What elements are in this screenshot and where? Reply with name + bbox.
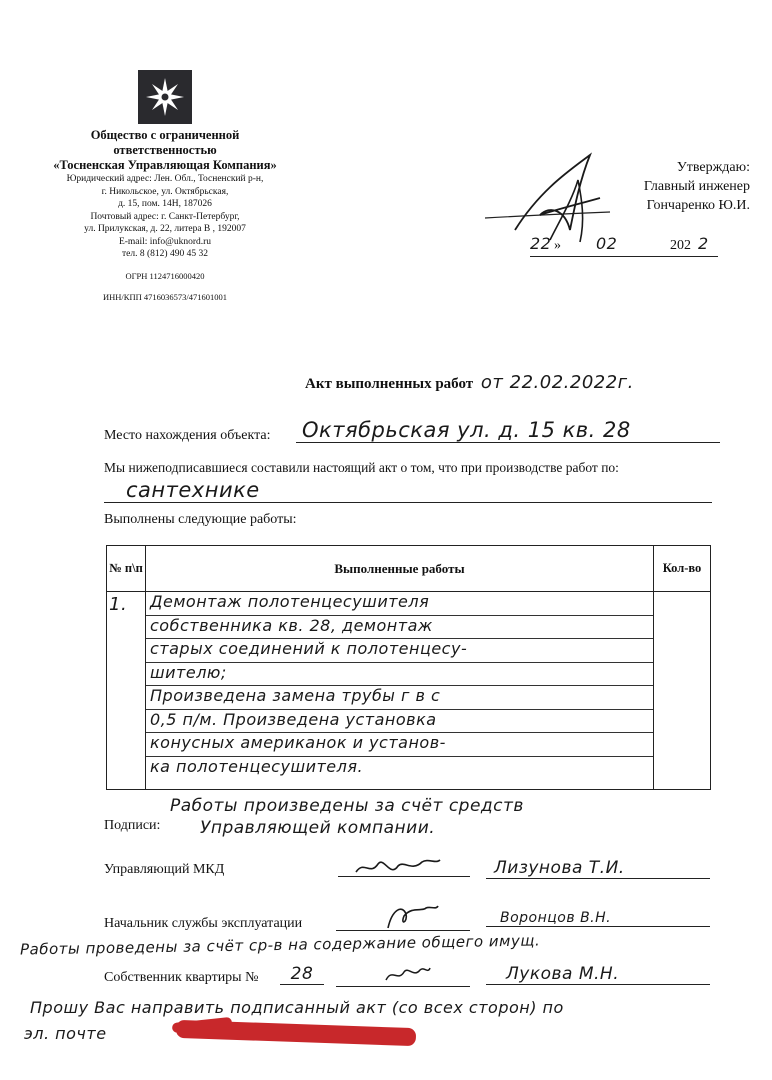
works-table <box>106 545 711 790</box>
request-line-2: эл. почте <box>24 1024 107 1043</box>
works-description-cell <box>146 592 654 790</box>
works-line-1: Демонтаж полотенцесушителя <box>146 592 653 616</box>
approver-position: Главный инженер <box>643 179 750 194</box>
funding-note-line-1: Работы произведены за счёт средств <box>170 796 524 816</box>
works-line-8: ка полотенцесушителя. <box>150 756 364 776</box>
quantity-cell <box>654 592 711 790</box>
org-ogrn: ОГРН 1124716000420 <box>125 270 205 281</box>
intro-text: Мы нижеподписавшиеся составили настоящий акт о том, что при производстве работ по: <box>104 460 619 475</box>
approver-name: Гончаренко Ю.И. <box>646 198 750 213</box>
mkd-signature <box>352 852 442 882</box>
chief-signature <box>382 900 442 934</box>
org-name-line-1: Общество с ограниченной <box>90 128 240 142</box>
organization-header <box>30 128 300 304</box>
approval-month: 02 <box>596 234 618 253</box>
act-title-row <box>305 372 634 393</box>
owner-label: Собственник квартиры № <box>104 970 259 985</box>
col-header-works: Выполненные работы <box>146 546 654 592</box>
works-line-4: шителю; <box>146 663 653 687</box>
org-phone: тел. 8 (812) 490 45 32 <box>122 249 208 259</box>
owner-signature-line <box>336 986 470 987</box>
chief-label: Начальник службы эксплуатации <box>104 916 303 931</box>
act-title: Акт выполненных работ <box>305 376 474 392</box>
works-line-5: Произведена замена трубы г в с <box>146 686 653 710</box>
legal-address-1: Юридический адрес: Лен. Обл., Тосненский р-н, <box>66 174 264 184</box>
chief-name: Воронцов В.Н. <box>486 910 710 927</box>
org-inn: ИНН/КПП 4716036573/471601001 <box>103 292 227 302</box>
col-header-number: № п\п <box>107 546 146 592</box>
approve-label: Утверждаю: <box>676 160 750 175</box>
works-done-label: Выполнены следующие работы: <box>104 512 297 527</box>
row-number-cell <box>107 592 146 790</box>
legal-address-3: д. 15, пом. 14Н, 187026 <box>118 199 212 209</box>
postal-address-1: Почтовый адрес: г. Санкт-Петербург, <box>90 211 240 222</box>
object-location-value: Октябрьская ул. д. 15 кв. 28 <box>296 418 720 443</box>
postal-address-2: ул. Прилукская, д. 22, литера В , 192007 <box>84 224 246 234</box>
owner-apartment: 28 <box>280 964 324 985</box>
org-name-line-2: ответственностью <box>113 143 217 157</box>
request-line-1: Прошу Вас направить подписанный акт (со всех сторон) по <box>30 998 564 1017</box>
object-location-label: Место нахождения объекта: <box>104 428 271 443</box>
approval-block <box>600 158 750 215</box>
row-number: 1. <box>109 594 128 615</box>
owner-name: Лукова М.Н. <box>486 964 710 985</box>
margin-note: Работы проведены за счёт ср-в на содержание общего имущ. <box>19 931 541 959</box>
legal-address-2: г. Никольское, ул. Октябрьская, <box>101 186 229 197</box>
funding-note-line-2: Управляющей компании. <box>200 818 436 838</box>
approval-date <box>530 232 720 262</box>
star-logo-icon <box>143 75 187 119</box>
col-header-quantity: Кол-во <box>654 546 711 592</box>
works-line-6: 0,5 п/м. Произведена установка <box>146 710 653 734</box>
owner-signature <box>382 962 432 986</box>
approval-year-digit: 2 <box>698 234 709 253</box>
works-type: сантехнике <box>104 478 712 503</box>
approval-year-prefix: 202 <box>670 238 691 253</box>
approval-day-suffix: » <box>554 238 561 253</box>
signatures-label: Подписи: <box>104 818 161 833</box>
org-email: E-mail: info@uknord.ru <box>118 236 212 247</box>
approval-day: 22 <box>530 234 552 253</box>
works-line-7: конусных американок и установ- <box>146 733 653 757</box>
mkd-manager-label: Управляющий МКД <box>104 862 225 877</box>
works-line-2: собственника кв. 28, демонтаж <box>146 616 653 640</box>
company-logo <box>138 70 192 124</box>
act-date: от 22.02.2022г. <box>480 372 634 393</box>
org-name-line-3: «Тосненская Управляющая Компания» <box>53 158 277 172</box>
mkd-manager-name: Лизунова Т.И. <box>486 858 710 879</box>
works-line-3: старых соединений к полотенцесу- <box>146 639 653 663</box>
